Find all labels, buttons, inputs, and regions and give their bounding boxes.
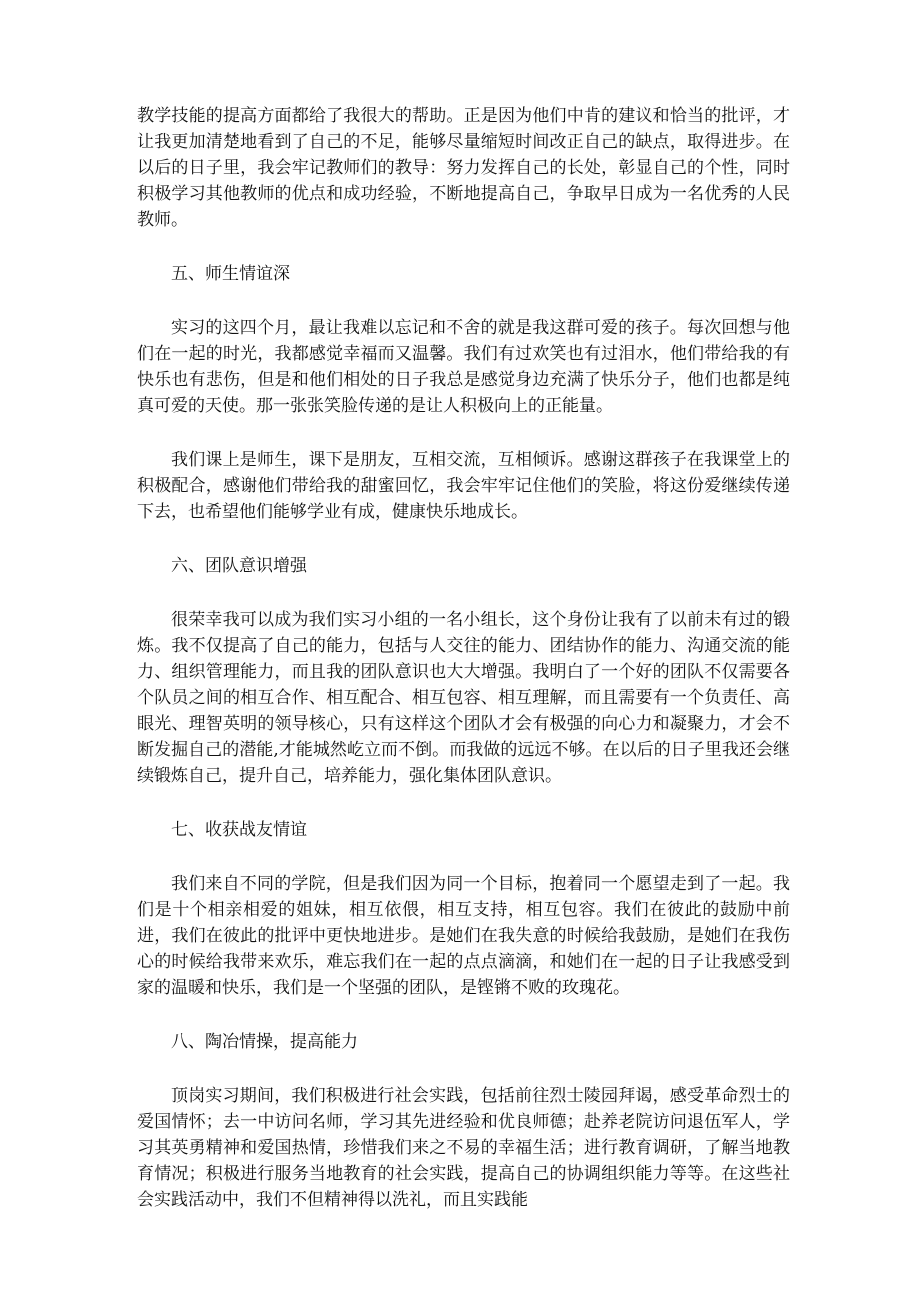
document-page <box>137 103 790 1213</box>
section-6-paragraph-1: 很荣幸我可以成为我们实习小组的一名小组长，这个身份让我有了以前未有过的锻炼。我不仅提高了自己的能力，包括与人交往的能力、团结协作的能力、沟通交流的能力、组织管理能力，而且我的团队意识也大大增强。我明白了一个好的团队不仅需要各个队员之间的相互合作、相互配合、相互包容、相互理解，而且需要有一个负责任、高眼光、理智英明的领导核心，只有这样这个团队才会有极强的向心力和凝聚力，才会不断发掘自己的潜能,才能城然屹立而不倒。而我做的远远不够。在以后的日子里我还会继续锻炼自己，提升自己，培养能力，强化集体团队意识。 <box>137 610 790 786</box>
section-8-paragraph-1: 顶岗实习期间，我们积极进行社会实践，包括前往烈士陵园拜谒，感受革命烈士的爱国情怀；去一中访问名师，学习其先进经验和优良师德；赴养老院访问退伍军人，学习其英勇精神和爱国热情，珍惜我们来之不易的幸福生活；进行教育调研，了解当地教育情况；积极进行服务当地教育的社会实践，提高自己的协调组织能力等等。在这些社会实践活动中，我们不但精神得以洗礼，而且实践能 <box>137 1086 790 1210</box>
section-heading-8: 八、陶冶情操，提高能力 <box>171 1032 358 1052</box>
section-heading-6: 六、团队意识增强 <box>171 556 307 576</box>
section-7-paragraph-1: 我们来自不同的学院，但是我们因为同一个目标，抱着同一个愿望走到了一起。我们是十个相亲相爱的姐妹，相互依偎，相互支持，相互包容。我们在彼此的鼓励中前进，我们在彼此的批评中更快地进步。是她们在我失意的时候给我鼓励，是她们在我伤心的时候给我带来欢乐，难忘我们在一起的点点滴滴，和她们在一起的日子让我感受到家的温暖和快乐，我们是一个坚强的团队，是铿锵不败的玫瑰花。 <box>137 874 790 998</box>
intro-paragraph: 教学技能的提高方面都给了我很大的帮助。正是因为他们中肯的建议和恰当的批评，才让我更加清楚地看到了自己的不足，能够尽量缩短时间改正自己的缺点，取得进步。在以后的日子里，我会牢记教师们的教导：努力发挥自己的长处，彰显自己的个性，同时积极学习其他教师的优点和成功经验，不断地提高自己，争取早日成为一名优秀的人民教师。 <box>137 106 790 230</box>
section-heading-7: 七、收获战友情谊 <box>171 820 307 840</box>
section-5-paragraph-1: 实习的这四个月，最让我难以忘记和不舍的就是我这群可爱的孩子。每次回想与他们在一起的时光，我都感觉幸福而又温馨。我们有过欢笑也有过泪水，他们带给我的有快乐也有悲伤，但是和他们相处的日子我总是感觉身边充满了快乐分子，他们也都是纯真可爱的天使。那一张张笑脸传递的是让人积极向上的正能量。 <box>137 318 790 416</box>
section-heading-5: 五、师生情谊深 <box>171 264 290 284</box>
section-5-paragraph-2: 我们课上是师生，课下是朋友，互相交流，互相倾诉。感谢这群孩子在我课堂上的积极配合，感谢他们带给我的甜蜜回忆，我会牢牢记住他们的笑脸，将这份爱继续传递下去，也希望他们能够学业有成，健康快乐地成长。 <box>137 450 790 522</box>
